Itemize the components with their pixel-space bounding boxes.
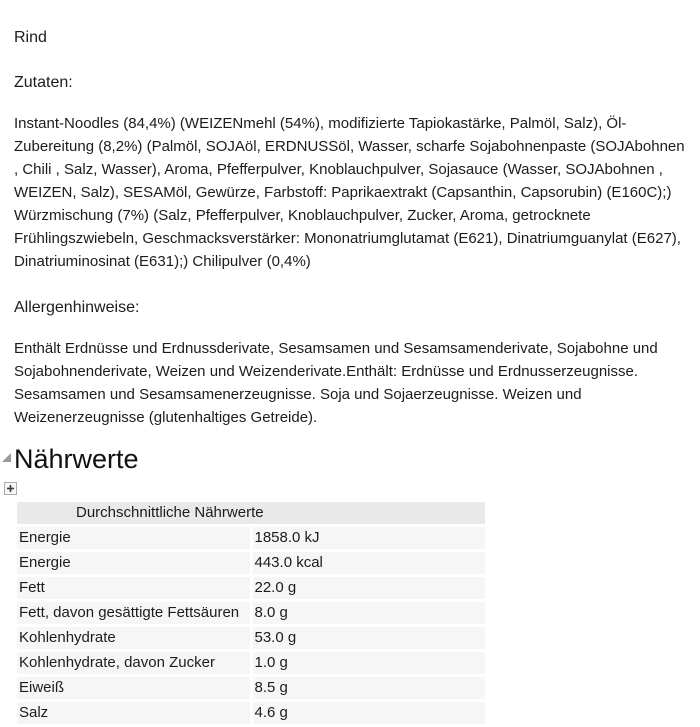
nutrition-value-cell: 8.0 g — [253, 602, 486, 624]
nutrition-value-cell: 8.5 g — [253, 677, 486, 699]
nutrition-table-row — [17, 602, 485, 624]
product-title: Rind — [14, 29, 47, 46]
collapse-triangle-icon[interactable] — [2, 453, 11, 462]
nutrition-label-cell: Eiweiß — [17, 677, 250, 699]
allergens-text: Enthält Erdnüsse und Erdnussderivate, Sesamsamen und Sesamsamenderivate, Sojabohne und Sojabohnenderivate, Weizen und Weizenderivate.Enthält: Erdnüsse und Erdnusserzeugnisse. Sesamsamen und Sesamsamenerzeugnisse. Soja und Sojaerzeugnisse. Weizen und Weizenerzeugnisse (glutenhaltiges Getreide). — [14, 340, 658, 426]
nutrition-label-cell: Kohlenhydrate, davon Zucker — [17, 652, 250, 674]
ingredients-heading: Zutaten: — [14, 74, 73, 91]
table-move-handle[interactable] — [4, 482, 17, 495]
nutrition-table-row — [17, 677, 485, 699]
nutrition-table-row — [17, 652, 485, 674]
nutrition-label-cell: Fett — [17, 577, 250, 599]
nutrition-value-cell: 4.6 g — [253, 702, 486, 724]
ingredients-text: Instant-Noodles (84,4%) (WEIZENmehl (54%), modifizierte Tapiokastärke, Palmöl, Salz), Öl-Zubereitung (8,2%) (Palmöl, SOJAöl, ERDNUSSöl, Wasser, scharfe Sojabohnenpaste (SOJAbohnen , Chili , Salz, Wasser), Aroma, Pfefferpulver, Knoblauchpulver, Sojasauce (Wasser, SOJAbohnen , WEIZEN, Salz), SESAMöl, Gewürze, Farbstoff: Paprikaextrakt (Capsanthin, Capsorubin) (E160C);) Würzmischung (7%) (Salz, Pfefferpulver, Knoblauchpulver, Zucker, Aroma, getrocknete Frühlingszwiebeln, Geschmacksverstärker: Mononatriumglutamat (E621), Dinatriumguanylat (E627), Dinatriuminosinat (E631);) Chilipulver (0,4%) — [14, 115, 685, 270]
nutrition-table-header-cell: Durchschnittliche Nährwerte — [17, 502, 485, 524]
nutrition-table — [14, 499, 488, 727]
move-cross-icon — [6, 484, 15, 493]
nutrition-table-row — [17, 702, 485, 724]
nutrition-label-cell: Kohlenhydrate — [17, 627, 250, 649]
nutrition-heading: Nährwerte — [14, 444, 139, 474]
nutrition-label-cell: Energie — [17, 552, 250, 574]
nutrition-value-cell: 1.0 g — [253, 652, 486, 674]
nutrition-table-row — [17, 552, 485, 574]
nutrition-label-cell: Salz — [17, 702, 250, 724]
nutrition-table-row — [17, 527, 485, 549]
nutrition-label-cell: Energie — [17, 527, 250, 549]
nutrition-table-header-row — [17, 502, 485, 524]
nutrition-value-cell: 53.0 g — [253, 627, 486, 649]
nutrition-value-cell: 1858.0 kJ — [253, 527, 486, 549]
nutrition-value-cell: 22.0 g — [253, 577, 486, 599]
allergens-heading: Allergenhinweise: — [14, 299, 140, 316]
nutrition-value-cell: 443.0 kcal — [253, 552, 486, 574]
nutrition-table-row — [17, 627, 485, 649]
nutrition-section — [14, 444, 692, 727]
nutrition-table-row — [17, 577, 485, 599]
nutrition-label-cell: Fett, davon gesättigte Fettsäuren — [17, 602, 250, 624]
